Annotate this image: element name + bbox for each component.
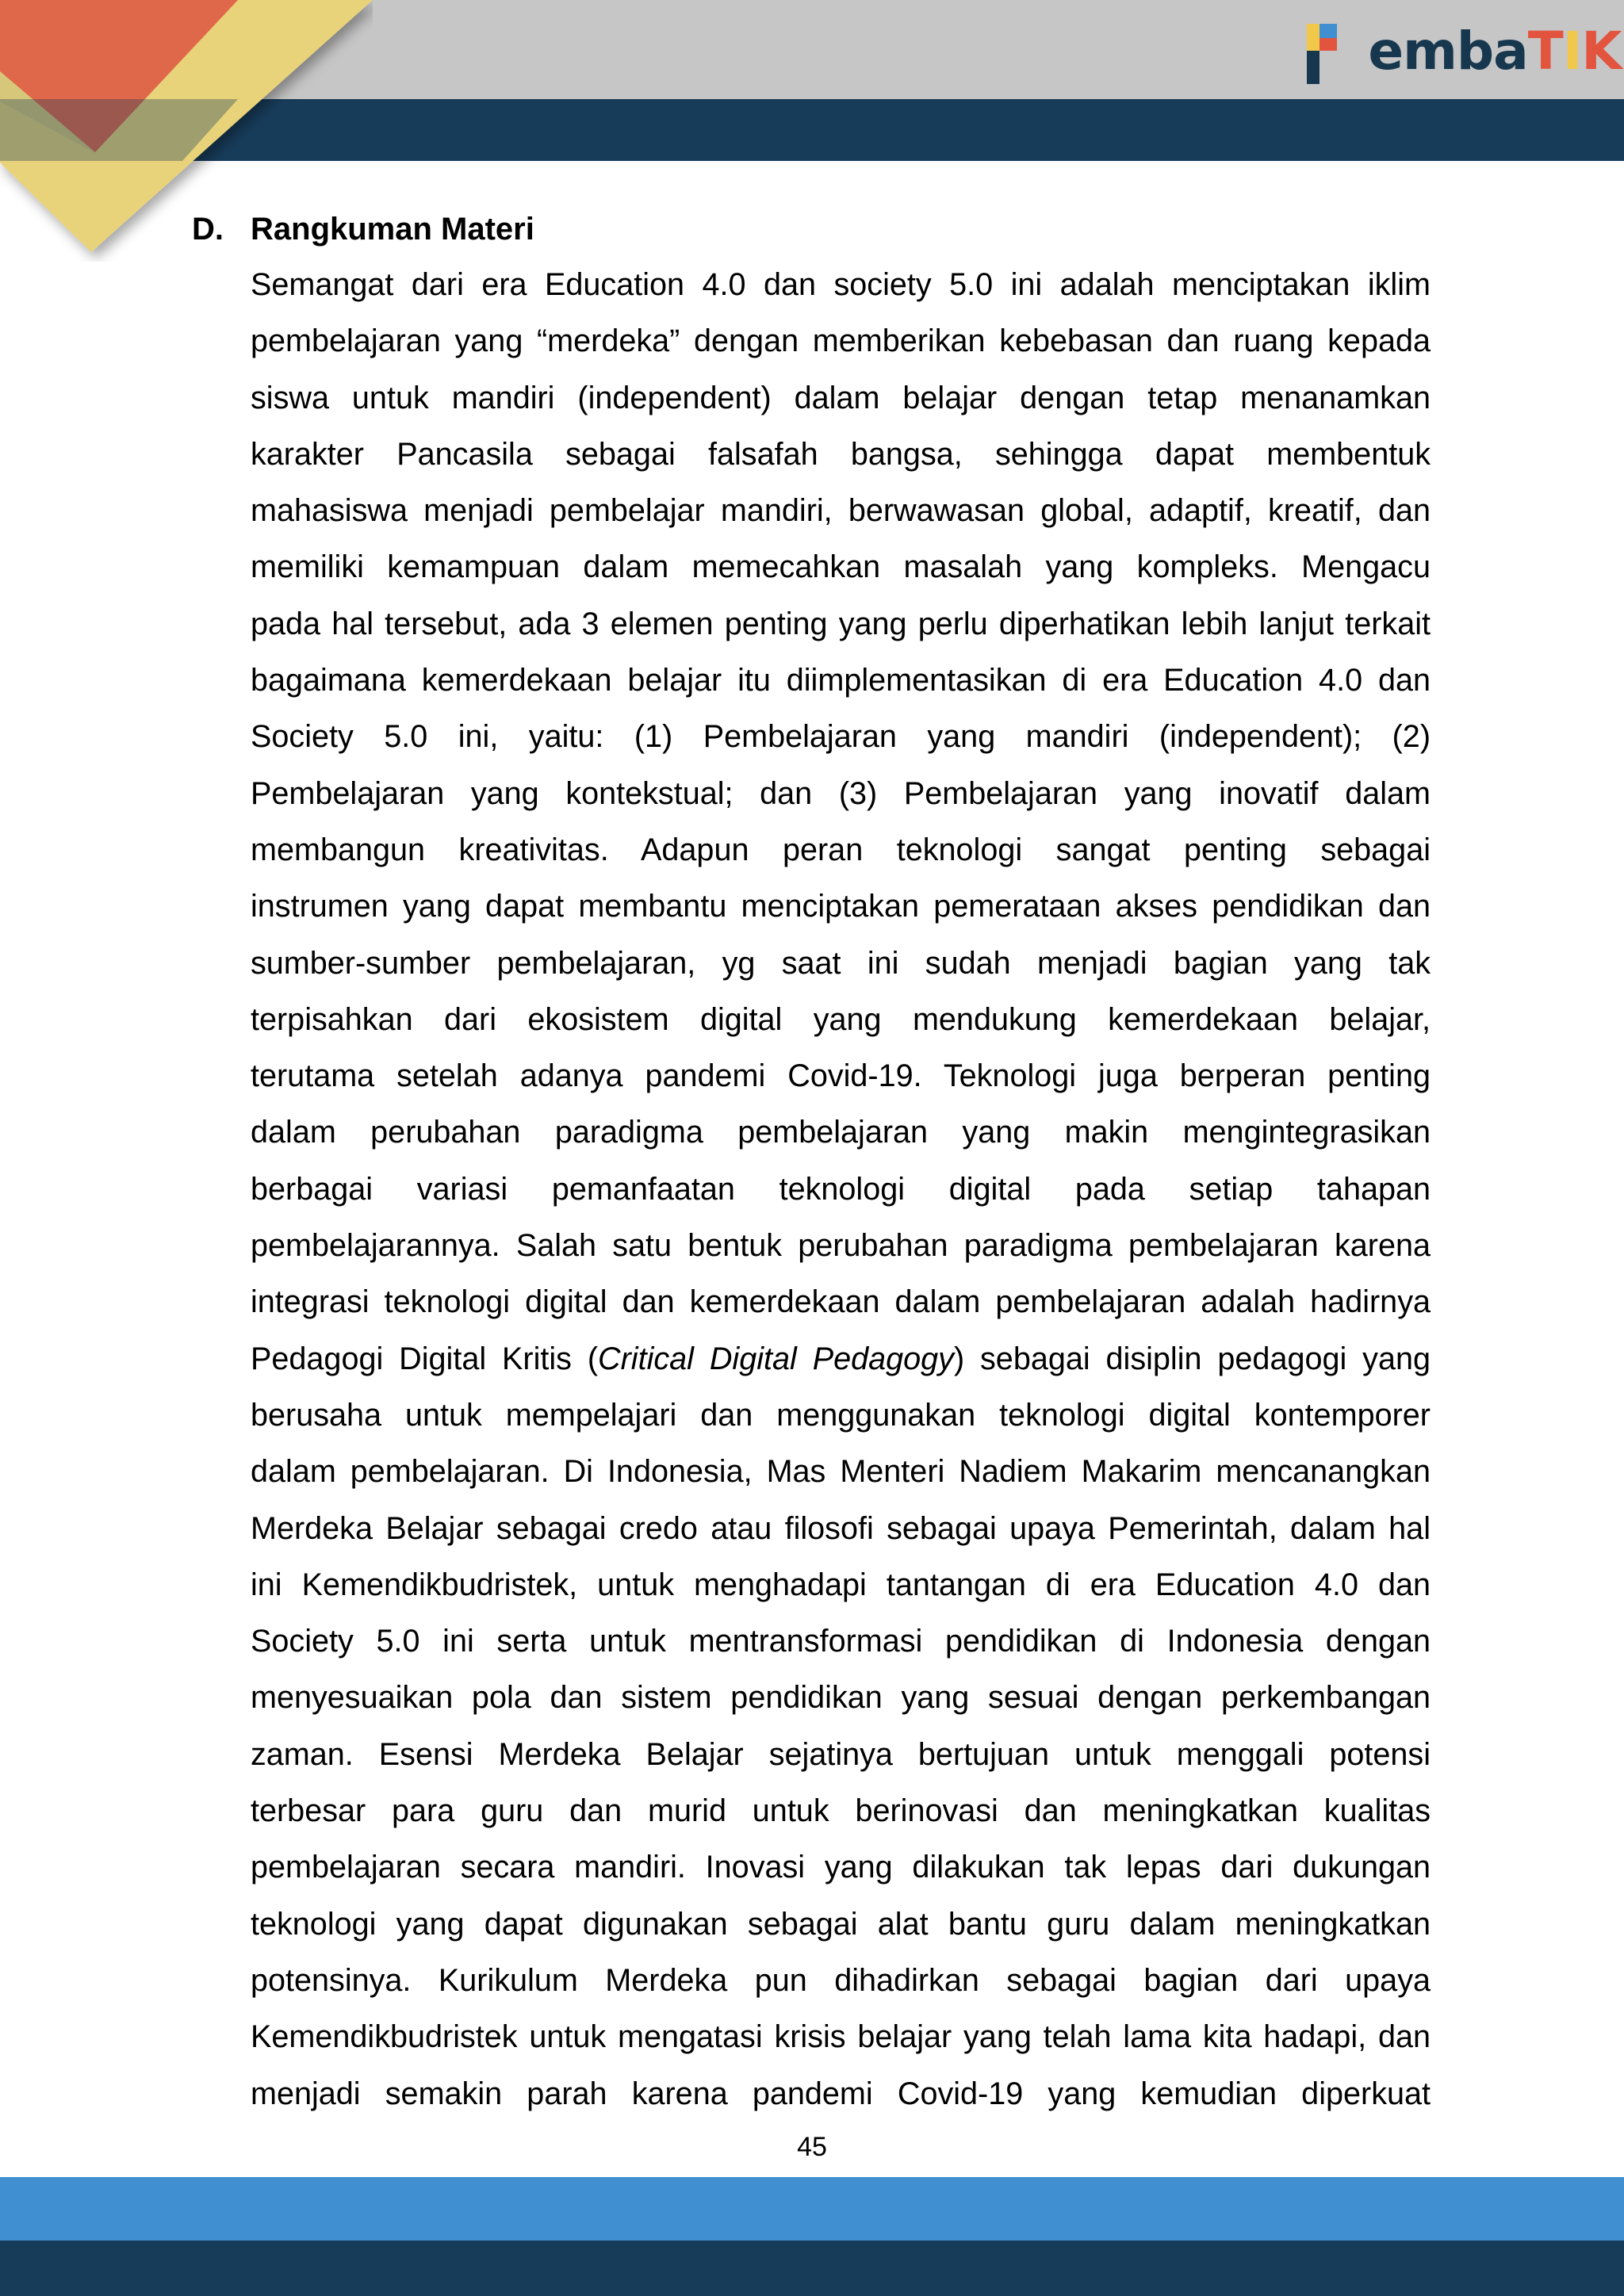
- paragraph-line: terutama setelah adanya pandemi Covid-19. Teknologi juga berperan penting: [251, 1058, 1431, 1094]
- pedagogy-after: ) sebagai disiplin pedagogi yang: [953, 1341, 1431, 1376]
- paragraph-line: membangun kreativitas. Adapun peran teknologi sangat penting sebagai: [251, 832, 1431, 867]
- paragraph-line: Merdeka Belajar sebagai credo atau filosofi sebagai upaya Pemerintah, dalam hal: [251, 1510, 1431, 1546]
- paragraph-line: dalam pembelajaran. Di Indonesia, Mas Menteri Nadiem Makarim mencanangkan: [251, 1454, 1431, 1490]
- paragraph-line: integrasi teknologi digital dan kemerdekaan dalam pembelajaran adalah hadirnya: [251, 1284, 1431, 1320]
- paragraph-line: Society 5.0 ini, yaitu: (1) Pembelajaran yang mandiri (independent); (2): [251, 719, 1431, 755]
- paragraph-line: Semangat dari era Education 4.0 dan society 5.0 ini adalah menciptakan iklim: [251, 267, 1431, 302]
- paragraph-line: Pembelajaran yang kontekstual; dan (3) Pembelajaran yang inovatif dalam: [251, 775, 1431, 811]
- paragraph-line: berbagai variasi pemanfaatan teknologi digital pada setiap tahapan: [251, 1171, 1431, 1207]
- footer-band: [0, 2177, 1624, 2241]
- page-number: 45: [797, 2132, 827, 2162]
- paragraph-line: dalam perubahan paradigma pembelajaran yang makin mengintegrasikan: [251, 1115, 1431, 1150]
- paragraph-line: menjadi semakin parah karena pandemi Covid-19 yang kemudian diperkuat: [251, 2076, 1431, 2111]
- logo-letter: e: [1368, 21, 1404, 82]
- paragraph-line: pembelajaran secara mandiri. Inovasi yang dilakukan tak lepas dari dukungan: [251, 1850, 1431, 1885]
- paragraph-line: memiliki kemampuan dalam memecahkan masalah yang kompleks. Mengacu: [251, 549, 1431, 585]
- paragraph-line: mahasiswa menjadi pembelajar mandiri, berwawasan global, adaptif, kreatif, dan: [251, 493, 1431, 529]
- paragraph-line: terbesar para guru dan murid untuk berinovasi dan meningkatkan kualitas: [251, 1793, 1431, 1829]
- paragraph-line: siswa untuk mandiri (independent) dalam belajar dengan tetap menanamkan: [251, 380, 1431, 415]
- section-heading: [192, 208, 1429, 251]
- pedagogy-italic-term: Critical Digital Pedagogy: [598, 1341, 954, 1376]
- paragraph-line: ini Kemendikbudristek, untuk menghadapi tantangan di era Education 4.0 dan: [251, 1567, 1431, 1602]
- logo-text: [1331, 21, 1621, 82]
- paragraph-line: zaman. Esensi Merdeka Belajar sejatinya bertujuan untuk menggali potensi: [251, 1736, 1431, 1772]
- section-label: D.: [192, 212, 224, 247]
- pembatik-logo: [1300, 10, 1622, 86]
- paragraph-line: potensinya. Kurikulum Merdeka pun dihadirkan sebagai bagian dari upaya: [251, 1962, 1431, 1998]
- paragraph-line: pembelajaran yang “merdeka” dengan memberikan kebebasan dan ruang kepada: [251, 323, 1431, 359]
- summary-paragraph: [251, 257, 1431, 2122]
- logo-letter: K: [1581, 21, 1622, 82]
- logo-letter: m: [1403, 21, 1457, 82]
- paragraph-line: bagaimana kemerdekaan belajar itu diimplementasikan di era Education 4.0 dan: [251, 663, 1431, 698]
- paragraph-line-pedagogy: [251, 1331, 1431, 1387]
- logo-letter: I: [1562, 21, 1582, 82]
- footer-stripe: [0, 2241, 1624, 2296]
- logo-wordmark: [1307, 21, 1621, 82]
- paragraph-line: karakter Pancasila sebagai falsafah bangsa, sehingga dapat membentuk: [251, 436, 1431, 472]
- paragraph-line: Kemendikbudristek untuk mengatasi krisis belajar yang telah lama kita hadapi, dan: [251, 2019, 1431, 2055]
- paragraph-line: terpisahkan dari ekosistem digital yang mendukung kemerdekaan belajar,: [251, 1001, 1431, 1037]
- paragraph-line: sumber-sumber pembelajaran, yg saat ini sudah menjadi bagian yang tak: [251, 945, 1431, 981]
- paragraph-line: teknologi yang dapat digunakan sebagai alat bantu guru dalam meningkatkan: [251, 1906, 1431, 1942]
- logo-letter: T: [1527, 21, 1563, 82]
- paragraph-line: pada hal tersebut, ada 3 elemen penting yang perlu diperhatikan lebih lanjut terkait: [251, 606, 1431, 641]
- paragraph-line: berusaha untuk mempelajari dan menggunakan teknologi digital kontemporer: [251, 1397, 1431, 1433]
- section-title: Rangkuman Materi: [251, 212, 534, 247]
- paragraph-line: menyesuaikan pola dan sistem pendidikan yang sesuai dengan perkembangan: [251, 1680, 1431, 1716]
- paragraph-line: instrumen yang dapat membantu menciptakan pemerataan akses pendidikan dan: [251, 889, 1431, 924]
- logo-letter: a: [1493, 21, 1528, 82]
- pedagogy-before: Pedagogi Digital Kritis (: [251, 1341, 599, 1376]
- paragraph-line: pembelajarannya. Salah satu bentuk perubahan paradigma pembelajaran karena: [251, 1228, 1431, 1264]
- paragraph-line: Society 5.0 ini serta untuk mentransformasi pendidikan di Indonesia dengan: [251, 1624, 1431, 1659]
- logo-letter: b: [1456, 21, 1494, 82]
